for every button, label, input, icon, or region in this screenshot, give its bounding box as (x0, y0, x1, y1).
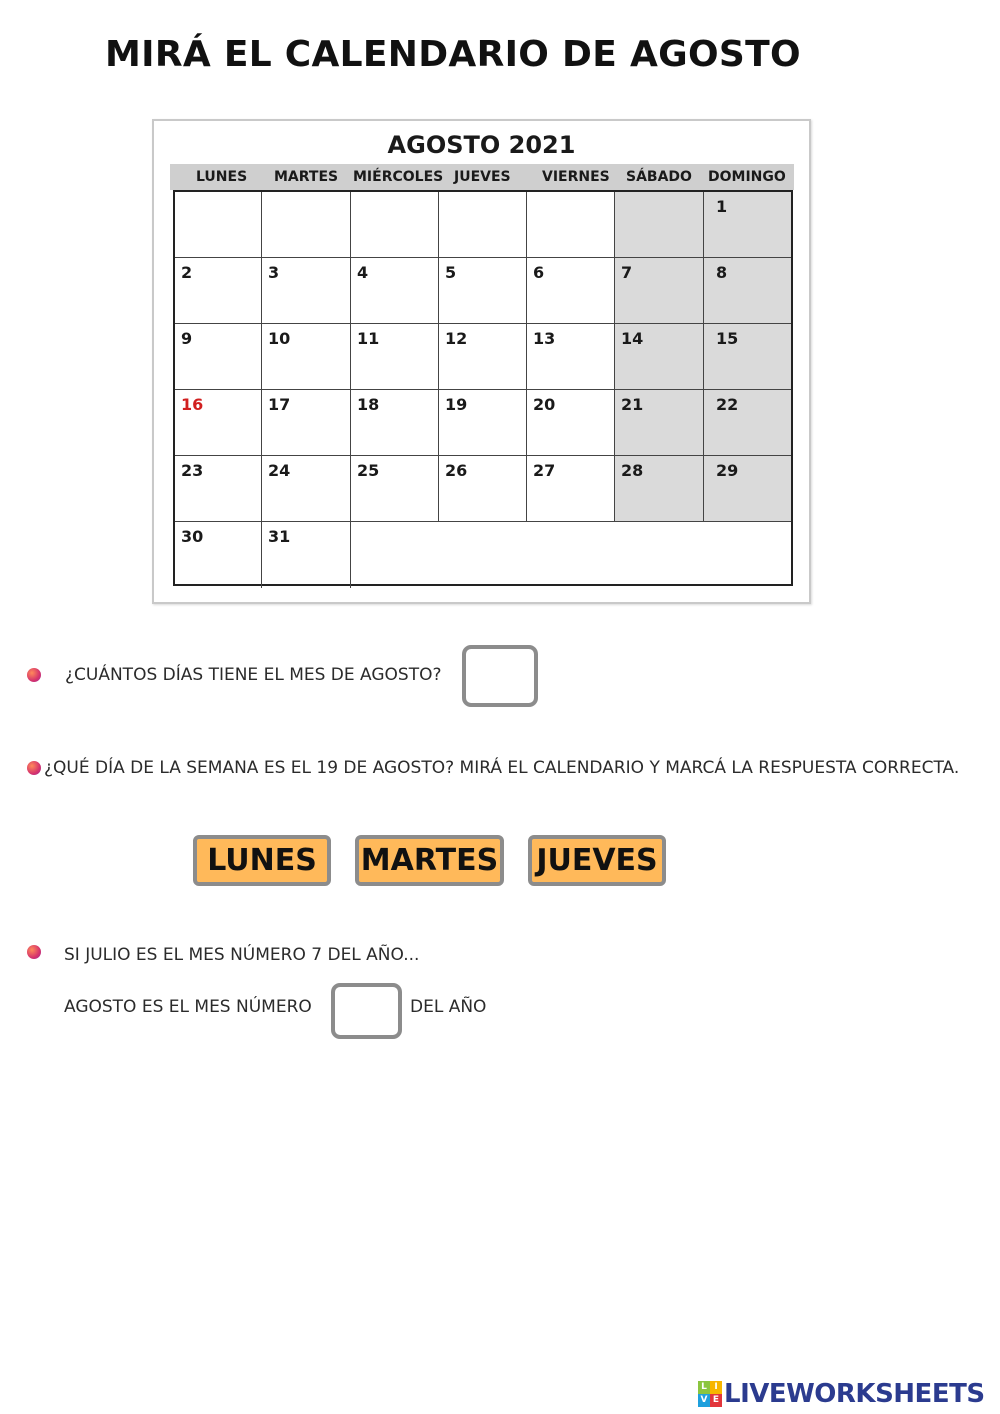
question-3-prefix: AGOSTO ES EL MES NÚMERO (64, 997, 312, 1017)
calendar-grid (173, 190, 793, 586)
weekday-label: MIÉRCOLES (353, 169, 444, 185)
calendar-day-cell (615, 456, 704, 522)
calendar-day-number: 15 (716, 329, 739, 348)
logo-letter: V (698, 1394, 710, 1407)
calendar-day-cell (351, 522, 791, 588)
calendar-day-number: 11 (357, 329, 380, 348)
weekday-label: DOMINGO (708, 169, 786, 185)
page-title: MIRÁ EL CALENDARIO DE AGOSTO (105, 34, 801, 75)
calendar-day-number: 1 (716, 197, 728, 216)
calendar-day-number: 19 (445, 395, 468, 414)
calendar-day-cell (175, 390, 262, 456)
calendar-day-cell (262, 258, 351, 324)
calendar-day-cell (527, 192, 615, 258)
weekday-label: JUEVES (454, 169, 511, 185)
logo-text: LIVEWORKSHEETS (724, 1379, 985, 1409)
logo-mark-icon (698, 1381, 722, 1407)
calendar-day-cell (351, 192, 439, 258)
calendar-day-cell (262, 522, 351, 588)
calendar-day-cell (615, 258, 704, 324)
calendar-day-number: 27 (533, 461, 556, 480)
calendar-day-cell (262, 324, 351, 390)
weekday-label: VIERNES (542, 169, 610, 185)
calendar-day-cell (439, 324, 527, 390)
calendar-day-number: 23 (181, 461, 204, 480)
calendar-day-cell (439, 456, 527, 522)
question-3-suffix: DEL AÑO (410, 997, 487, 1017)
calendar-day-cell (704, 324, 791, 390)
question-1-text: ¿CUÁNTOS DÍAS TIENE EL MES DE AGOSTO? (65, 665, 442, 685)
calendar-day-cell (351, 324, 439, 390)
calendar-day-cell (262, 390, 351, 456)
question-2-text: ¿QUÉ DÍA DE LA SEMANA ES EL 19 DE AGOSTO? MIRÁ EL CALENDARIO Y MARCÁ LA RESPUESTA CORRECTA. (44, 758, 960, 778)
calendar-title: AGOSTO 2021 (387, 131, 576, 159)
calendar-day-number: 20 (533, 395, 556, 414)
calendar-day-number: 5 (445, 263, 457, 282)
calendar-day-number: 4 (357, 263, 369, 282)
calendar-day-number: 8 (716, 263, 728, 282)
calendar-day-number: 2 (181, 263, 193, 282)
calendar-day-cell (615, 192, 704, 258)
liveworksheets-logo[interactable] (698, 1378, 985, 1410)
calendar-day-number: 18 (357, 395, 380, 414)
weekday-label: SÁBADO (626, 169, 692, 185)
calendar-day-number: 24 (268, 461, 291, 480)
calendar-day-cell (175, 324, 262, 390)
calendar-day-number: 30 (181, 527, 204, 546)
calendar-day-cell (704, 192, 791, 258)
bullet-icon (27, 945, 41, 959)
calendar-day-number: 22 (716, 395, 739, 414)
bullet-icon (27, 761, 41, 775)
weekday-header (170, 164, 794, 190)
calendar-day-number: 12 (445, 329, 468, 348)
calendar-day-cell (439, 258, 527, 324)
calendar-day-cell (262, 456, 351, 522)
calendar-day-cell (175, 456, 262, 522)
days-count-answer-box[interactable] (462, 645, 538, 707)
calendar-day-number: 13 (533, 329, 556, 348)
calendar-day-number: 28 (621, 461, 644, 480)
calendar-day-cell (615, 324, 704, 390)
logo-letter: L (698, 1381, 710, 1394)
calendar-day-number: 7 (621, 263, 633, 282)
calendar-day-number: 17 (268, 395, 291, 414)
calendar-day-cell (527, 258, 615, 324)
calendar-day-number: 14 (621, 329, 644, 348)
calendar-day-number: 26 (445, 461, 468, 480)
logo-letter: E (710, 1394, 722, 1407)
calendar-day-cell (527, 456, 615, 522)
calendar-day-number: 25 (357, 461, 380, 480)
calendar-day-cell (439, 192, 527, 258)
calendar-day-cell (175, 522, 262, 588)
calendar-day-number: 10 (268, 329, 291, 348)
calendar-day-cell (704, 456, 791, 522)
calendar-day-number: 31 (268, 527, 291, 546)
calendar-day-cell (351, 258, 439, 324)
calendar-day-cell (615, 390, 704, 456)
calendar-day-number: 3 (268, 263, 280, 282)
option-jueves-button[interactable]: JUEVES (528, 835, 666, 886)
option-lunes-button[interactable]: LUNES (193, 835, 331, 886)
calendar-day-cell (439, 390, 527, 456)
question-3-text: SI JULIO ES EL MES NÚMERO 7 DEL AÑO... (64, 945, 420, 965)
calendar-day-cell (175, 192, 262, 258)
calendar-day-cell (704, 258, 791, 324)
calendar-day-cell (527, 324, 615, 390)
calendar-day-cell (351, 456, 439, 522)
calendar-day-cell (175, 258, 262, 324)
weekday-label: MARTES (274, 169, 339, 185)
calendar-day-cell (704, 390, 791, 456)
calendar-day-number: 21 (621, 395, 644, 414)
calendar (152, 119, 811, 604)
calendar-day-number: 16 (181, 395, 204, 414)
calendar-day-number: 29 (716, 461, 739, 480)
month-number-answer-box[interactable] (331, 983, 402, 1039)
calendar-day-number: 9 (181, 329, 193, 348)
logo-letter: I (710, 1381, 722, 1394)
calendar-day-number: 6 (533, 263, 545, 282)
calendar-day-cell (262, 192, 351, 258)
calendar-day-cell (527, 390, 615, 456)
option-martes-button[interactable]: MARTES (355, 835, 504, 886)
calendar-day-cell (351, 390, 439, 456)
weekday-label: LUNES (196, 169, 248, 185)
bullet-icon (27, 668, 41, 682)
